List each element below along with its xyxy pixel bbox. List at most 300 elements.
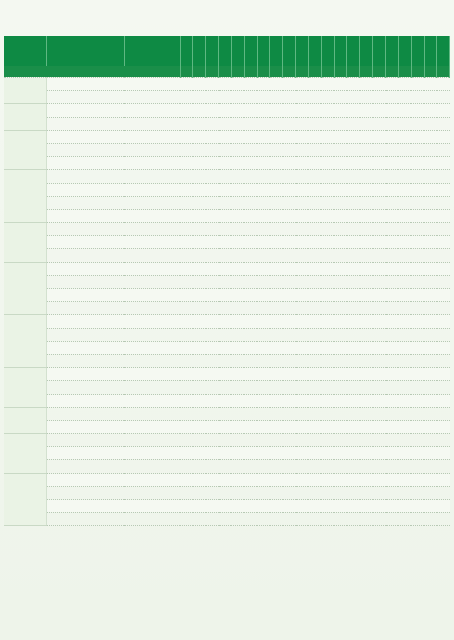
quota-cell [386, 460, 399, 473]
header-province [347, 36, 360, 66]
quota-cell [283, 460, 296, 473]
quota-cell [347, 209, 360, 222]
quota-cell [206, 460, 219, 473]
quota-cell [193, 170, 206, 183]
quota-cell [398, 473, 411, 486]
quota-cell [270, 447, 283, 460]
quota-cell [437, 157, 450, 170]
quota-cell [231, 275, 244, 288]
quota-cell [334, 434, 347, 447]
quota-cell [206, 236, 219, 249]
quota-cell [424, 341, 437, 354]
quota-cell [437, 289, 450, 302]
quota-cell [283, 381, 296, 394]
quota-cell [283, 420, 296, 433]
quota-cell [206, 209, 219, 222]
quota-cell [219, 275, 232, 288]
quota-cell [373, 209, 386, 222]
quota-cell [411, 381, 424, 394]
quota-cell [180, 315, 193, 328]
major-cell [46, 354, 124, 367]
quota-cell [180, 143, 193, 156]
quota-cell [321, 262, 334, 275]
quota-cell [334, 196, 347, 209]
quota-cell [334, 143, 347, 156]
enrollment-plan-table [4, 36, 450, 526]
quota-cell [308, 341, 321, 354]
quota-cell [398, 91, 411, 104]
quota-cell [180, 170, 193, 183]
quota-cell [437, 341, 450, 354]
quota-cell [334, 170, 347, 183]
major-cell [46, 486, 124, 499]
major-cell [46, 315, 124, 328]
quota-cell [193, 407, 206, 420]
quota-cell [270, 420, 283, 433]
major-cell [46, 157, 124, 170]
quota-cell [219, 157, 232, 170]
quota-cell [360, 289, 373, 302]
subject-cell [124, 407, 180, 420]
quota-cell [219, 394, 232, 407]
subject-cell [124, 289, 180, 302]
quota-cell [321, 236, 334, 249]
quota-cell [231, 341, 244, 354]
table-row [4, 513, 450, 526]
header-province [270, 36, 283, 66]
quota-cell [334, 249, 347, 262]
quota-cell [296, 315, 309, 328]
quota-cell [180, 104, 193, 117]
quota-cell [386, 236, 399, 249]
quota-cell [373, 78, 386, 91]
quota-cell [283, 170, 296, 183]
major-cell [46, 262, 124, 275]
quota-cell [206, 513, 219, 526]
quota-cell [270, 473, 283, 486]
quota-cell [360, 315, 373, 328]
quota-cell [206, 223, 219, 236]
college-cell [4, 407, 46, 433]
quota-cell [219, 354, 232, 367]
quota-cell [437, 223, 450, 236]
quota-cell [334, 394, 347, 407]
quota-cell [283, 143, 296, 156]
quota-cell [398, 328, 411, 341]
quota-cell [321, 460, 334, 473]
header-row [4, 36, 450, 66]
quota-cell [386, 130, 399, 143]
quota-cell [180, 78, 193, 91]
quota-cell [386, 91, 399, 104]
quota-cell [347, 196, 360, 209]
quota-cell [244, 328, 257, 341]
quota-cell [321, 513, 334, 526]
quota-cell [244, 183, 257, 196]
quota-cell [373, 275, 386, 288]
quota-cell [437, 196, 450, 209]
quota-cell [283, 341, 296, 354]
quota-cell [296, 104, 309, 117]
quota-cell [219, 407, 232, 420]
header-subject [124, 36, 180, 66]
quota-cell [231, 289, 244, 302]
table-row [4, 447, 450, 460]
quota-cell [386, 420, 399, 433]
quota-cell [398, 486, 411, 499]
quota-cell [244, 275, 257, 288]
subject-cell [124, 447, 180, 460]
quota-cell [386, 209, 399, 222]
quota-cell [270, 394, 283, 407]
quota-cell [308, 249, 321, 262]
quota-cell [321, 486, 334, 499]
quota-cell [180, 249, 193, 262]
total-value [437, 66, 450, 78]
quota-cell [386, 486, 399, 499]
quota-cell [231, 368, 244, 381]
quota-cell [219, 104, 232, 117]
quota-cell [360, 381, 373, 394]
quota-cell [270, 196, 283, 209]
quota-cell [206, 170, 219, 183]
quota-cell [257, 341, 270, 354]
quota-cell [411, 209, 424, 222]
quota-cell [373, 315, 386, 328]
major-cell [46, 91, 124, 104]
subject-cell [124, 91, 180, 104]
quota-cell [424, 209, 437, 222]
quota-cell [411, 289, 424, 302]
header-province [308, 36, 321, 66]
quota-cell [257, 91, 270, 104]
quota-cell [321, 104, 334, 117]
quota-cell [231, 236, 244, 249]
quota-cell [231, 513, 244, 526]
quota-cell [334, 315, 347, 328]
quota-cell [437, 117, 450, 130]
quota-cell [424, 381, 437, 394]
quota-cell [360, 354, 373, 367]
major-cell [46, 434, 124, 447]
quota-cell [321, 78, 334, 91]
quota-cell [411, 302, 424, 315]
college-cell [4, 170, 46, 223]
quota-cell [283, 209, 296, 222]
quota-cell [206, 473, 219, 486]
quota-cell [398, 117, 411, 130]
quota-cell [257, 381, 270, 394]
major-cell [46, 289, 124, 302]
quota-cell [386, 143, 399, 156]
quota-cell [321, 209, 334, 222]
quota-cell [193, 143, 206, 156]
quota-cell [373, 460, 386, 473]
quota-cell [270, 486, 283, 499]
quota-cell [283, 407, 296, 420]
quota-cell [206, 143, 219, 156]
quota-cell [180, 262, 193, 275]
quota-cell [321, 302, 334, 315]
quota-cell [180, 341, 193, 354]
quota-cell [411, 407, 424, 420]
quota-cell [219, 209, 232, 222]
quota-cell [334, 104, 347, 117]
quota-cell [257, 473, 270, 486]
quota-cell [373, 170, 386, 183]
quota-cell [437, 209, 450, 222]
quota-cell [270, 315, 283, 328]
quota-cell [334, 486, 347, 499]
quota-cell [386, 513, 399, 526]
quota-cell [283, 434, 296, 447]
quota-cell [180, 236, 193, 249]
quota-cell [244, 500, 257, 513]
quota-cell [283, 473, 296, 486]
major-cell [46, 341, 124, 354]
quota-cell [270, 513, 283, 526]
quota-cell [180, 209, 193, 222]
quota-cell [424, 130, 437, 143]
subject-cell [124, 315, 180, 328]
quota-cell [386, 407, 399, 420]
quota-cell [257, 328, 270, 341]
quota-cell [373, 328, 386, 341]
quota-cell [193, 91, 206, 104]
total-value [411, 66, 424, 78]
total-value [257, 66, 270, 78]
major-cell [46, 236, 124, 249]
quota-cell [206, 420, 219, 433]
major-cell [46, 368, 124, 381]
quota-cell [257, 394, 270, 407]
quota-cell [347, 143, 360, 156]
quota-cell [283, 104, 296, 117]
header-province [231, 36, 244, 66]
quota-cell [334, 209, 347, 222]
quota-cell [219, 315, 232, 328]
quota-cell [219, 289, 232, 302]
quota-cell [257, 249, 270, 262]
quota-cell [244, 143, 257, 156]
quota-cell [283, 262, 296, 275]
quota-cell [270, 170, 283, 183]
quota-cell [398, 407, 411, 420]
major-cell [46, 420, 124, 433]
quota-cell [411, 434, 424, 447]
quota-cell [193, 209, 206, 222]
quota-cell [244, 249, 257, 262]
subject-cell [124, 275, 180, 288]
quota-cell [373, 394, 386, 407]
quota-cell [424, 157, 437, 170]
quota-cell [386, 196, 399, 209]
quota-cell [321, 91, 334, 104]
quota-cell [206, 341, 219, 354]
quota-cell [398, 78, 411, 91]
table-row [4, 104, 450, 117]
quota-cell [206, 434, 219, 447]
quota-cell [360, 209, 373, 222]
quota-cell [244, 473, 257, 486]
quota-cell [180, 368, 193, 381]
subject-cell [124, 434, 180, 447]
quota-cell [231, 196, 244, 209]
quota-cell [424, 420, 437, 433]
quota-cell [347, 407, 360, 420]
quota-cell [347, 447, 360, 460]
quota-cell [206, 78, 219, 91]
quota-cell [193, 473, 206, 486]
quota-cell [411, 170, 424, 183]
quota-cell [283, 289, 296, 302]
quota-cell [296, 117, 309, 130]
quota-cell [347, 460, 360, 473]
quota-cell [360, 117, 373, 130]
table-row [4, 78, 450, 91]
quota-cell [231, 183, 244, 196]
quota-cell [231, 434, 244, 447]
table-row [4, 394, 450, 407]
quota-cell [193, 289, 206, 302]
total-value [347, 66, 360, 78]
quota-cell [270, 262, 283, 275]
quota-cell [283, 486, 296, 499]
quota-cell [321, 117, 334, 130]
quota-cell [283, 354, 296, 367]
quota-cell [193, 394, 206, 407]
quota-cell [411, 394, 424, 407]
quota-cell [206, 354, 219, 367]
table-row [4, 500, 450, 513]
quota-cell [373, 117, 386, 130]
quota-cell [437, 473, 450, 486]
header-province [411, 36, 424, 66]
quota-cell [283, 157, 296, 170]
quota-cell [308, 434, 321, 447]
quota-cell [296, 486, 309, 499]
quota-cell [193, 460, 206, 473]
quota-cell [321, 315, 334, 328]
college-cell [4, 434, 46, 474]
quota-cell [411, 157, 424, 170]
quota-cell [270, 223, 283, 236]
quota-cell [373, 183, 386, 196]
quota-cell [386, 368, 399, 381]
quota-cell [347, 223, 360, 236]
total-value [180, 66, 193, 78]
quota-cell [231, 500, 244, 513]
quota-cell [347, 157, 360, 170]
total-label [4, 66, 180, 78]
quota-cell [231, 78, 244, 91]
quota-cell [206, 117, 219, 130]
quota-cell [193, 157, 206, 170]
quota-cell [219, 328, 232, 341]
quota-cell [308, 354, 321, 367]
quota-cell [270, 183, 283, 196]
quota-cell [193, 117, 206, 130]
quota-cell [437, 275, 450, 288]
quota-cell [360, 157, 373, 170]
quota-cell [244, 315, 257, 328]
quota-cell [193, 420, 206, 433]
quota-cell [308, 381, 321, 394]
quota-cell [347, 354, 360, 367]
quota-cell [244, 513, 257, 526]
quota-cell [411, 420, 424, 433]
table-row [4, 196, 450, 209]
quota-cell [360, 447, 373, 460]
quota-cell [193, 341, 206, 354]
quota-cell [296, 275, 309, 288]
total-value [231, 66, 244, 78]
quota-cell [270, 328, 283, 341]
quota-cell [424, 143, 437, 156]
quota-cell [424, 315, 437, 328]
quota-cell [296, 328, 309, 341]
quota-cell [296, 434, 309, 447]
quota-cell [231, 91, 244, 104]
quota-cell [360, 302, 373, 315]
quota-cell [193, 302, 206, 315]
quota-cell [321, 473, 334, 486]
quota-cell [424, 236, 437, 249]
quota-cell [257, 420, 270, 433]
quota-cell [386, 473, 399, 486]
quota-cell [360, 275, 373, 288]
quota-cell [411, 328, 424, 341]
quota-cell [308, 78, 321, 91]
quota-cell [437, 130, 450, 143]
quota-cell [347, 289, 360, 302]
quota-cell [270, 157, 283, 170]
quota-cell [321, 223, 334, 236]
quota-cell [193, 275, 206, 288]
subject-cell [124, 78, 180, 91]
quota-cell [180, 196, 193, 209]
quota-cell [244, 460, 257, 473]
quota-cell [437, 500, 450, 513]
major-cell [46, 117, 124, 130]
quota-cell [411, 249, 424, 262]
quota-cell [296, 183, 309, 196]
quota-cell [424, 434, 437, 447]
quota-cell [257, 130, 270, 143]
quota-cell [437, 407, 450, 420]
quota-cell [411, 354, 424, 367]
header-province [283, 36, 296, 66]
quota-cell [411, 117, 424, 130]
quota-cell [398, 209, 411, 222]
header-major [46, 36, 124, 66]
quota-cell [334, 302, 347, 315]
quota-cell [296, 460, 309, 473]
quota-cell [424, 447, 437, 460]
table-row [4, 328, 450, 341]
quota-cell [386, 354, 399, 367]
quota-cell [360, 420, 373, 433]
quota-cell [308, 104, 321, 117]
quota-cell [334, 157, 347, 170]
quota-cell [206, 183, 219, 196]
major-cell [46, 130, 124, 143]
quota-cell [347, 249, 360, 262]
quota-cell [411, 513, 424, 526]
quota-cell [257, 143, 270, 156]
quota-cell [180, 500, 193, 513]
quota-cell [193, 328, 206, 341]
